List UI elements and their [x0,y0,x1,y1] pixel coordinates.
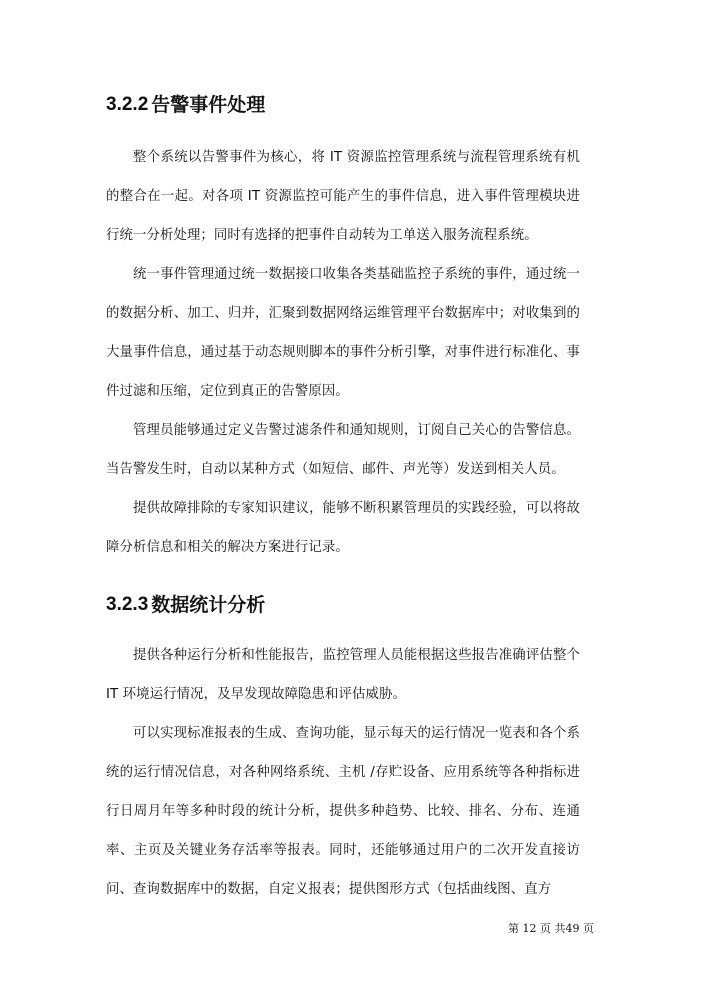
section-title: 数据统计分析 [151,594,266,616]
paragraph: 提供各种运行分析和性能报告，监控管理人员能根据这些报告准确评估整个 IT 环境运行情况，及早发现故障隐患和评估威胁。 [106,648,580,702]
section-number: 3.2.3 [106,594,149,615]
paragraph: 统一事件管理通过统一数据接口收集各类基础监控子系统的事件，通过统一的数据分析、加工、归并，汇聚到数据网络运维管理平台数据库中；对收集到的大量事件信息，通过基于动态规则脚本的事件分析引擎，对事件进行标准化、事件过滤和压缩，定位到真正的告警原因。 [106,267,580,399]
section-title: 告警事件处理 [151,94,266,116]
section-number: 3.2.2 [106,94,149,115]
paragraph: 管理员能够通过定义告警过滤条件和通知规则，订阅自己关心的告警信息。当告警发生时，自动以某种方式（如短信、邮件、声光等）发送到相关人员。 [106,423,580,477]
section-heading-3-2-2 [106,84,265,118]
paragraph: 提供故障排除的专家知识建议，能够不断积累管理员的实践经验，可以将故障分析信息和相关的解决方案进行记录。 [106,501,580,555]
page-number-footer: 第 12 页 共49 页 [508,922,594,935]
section-heading-3-2-3 [106,584,265,618]
paragraph: 整个系统以告警事件为核心，将 IT 资源监控管理系统与流程管理系统有机的整合在一起。对各项 IT 资源监控可能产生的事件信息，进入事件管理模块进行统一分析处理；同时有选择的把事件自动转为工单送入服务流程系统。 [106,150,580,243]
paragraph: 可以实现标准报表的生成、查询功能，显示每天的运行情况一览表和各个系统的运行情况信息，对各种网络系统、主机 /存贮设备、应用系统等各种指标进行日周月年等多种时段的统计分析，提供多种趋势、比较、排名、分布、连通率、主页及关键业务存活率等报表。同时，还能够通过用户的二次开发直接访问、查询数据库中的数据，自定义报表；提供图形方式（包括曲线图、直方 [106,726,580,897]
